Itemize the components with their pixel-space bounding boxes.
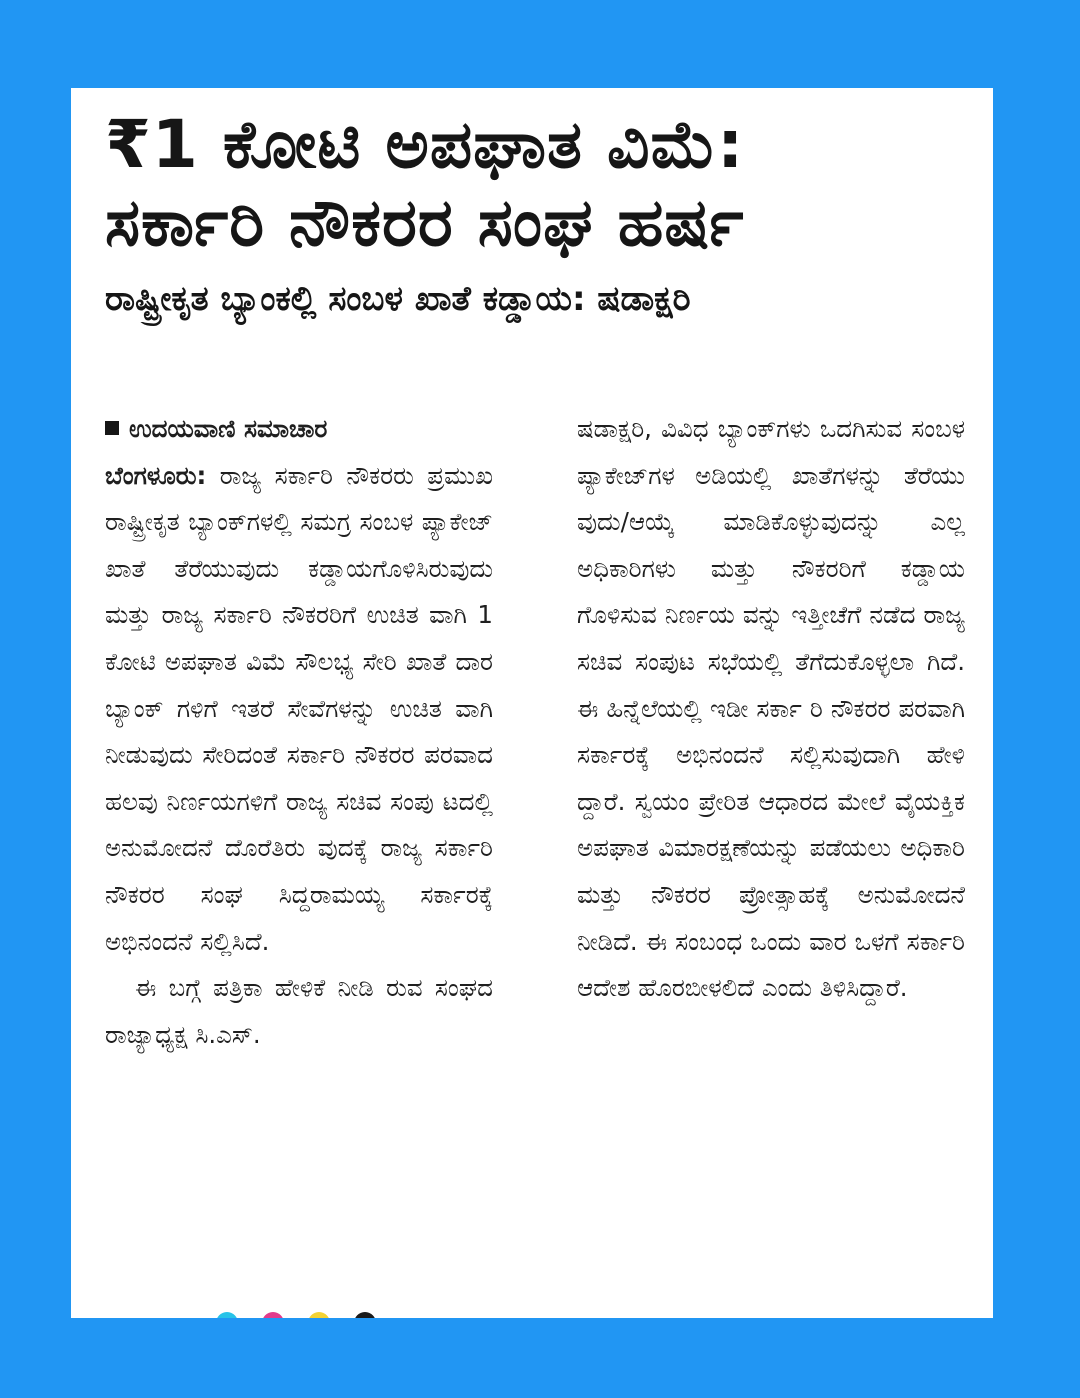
paragraph-3: ಷಡಾಕ್ಷರಿ, ವಿವಿಧ ಬ್ಯಾಂಕ್‌ಗಳು ಒದಗಿಸುವ ಸಂಬಳ ಪ್ಯಾಕೇಜ್‌ಗಳ ಅಡಿಯಲ್ಲಿ ಖಾತೆಗಳನ್ನು ತೆರೆಯು ವುದು/ಆಯ್ಕೆ ಮಾಡಿಕೊಳ್ಳುವುದನ್ನು ಎಲ್ಲ ಅಧಿಕಾರಿಗಳು ಮತ್ತು ನೌಕರರಿಗೆ ಕಡ್ಡಾಯ ಗೊಳಿಸುವ ನಿರ್ಣಯ ವನ್ನು ಇತ್ತೀಚೆಗೆ ನಡೆದ ರಾಜ್ಯ ಸಚಿವ ಸಂಪುಟ ಸಭೆಯಲ್ಲಿ ತೆಗೆದುಕೊಳ್ಳಲಾ ಗಿದೆ. ಈ ಹಿನ್ನೆಲೆಯಲ್ಲಿ ಇಡೀ ಸರ್ಕಾ ರಿ ನೌಕರರ ಪರವಾಗಿ ಸರ್ಕಾರಕ್ಕೆ ಅಭಿನಂದನೆ ಸಲ್ಲಿಸುವುದಾಗಿ ಹೇಳಿ ದ್ದಾರೆ. ಸ್ವಯಂ ಪ್ರೇರಿತ ಆಧಾರದ ಮೇಲೆ ವೈಯಕ್ತಿಕ ಅಪಘಾತ ವಿಮಾರಕ್ಷಣೆಯನ್ನು ಪಡೆಯಲು ಅಧಿಕಾರಿ ಮತ್ತು ನೌಕರರ ಪ್ರೋತ್ಸಾಹಕ್ಕೆ ಅನುಮೋದನೆ ನೀಡಿದೆ. ಈ ಸಂಬಂಧ ಒಂದು ವಾರ ಒಳಗೆ ಸರ್ಕಾರಿ ಆದೇಶ ಹೊರಬೀಳಲಿದೆ ಎಂದು ತಿಳಿಸಿದ್ದಾರೆ.	[577, 414, 965, 1003]
color-mark-cyan	[216, 1312, 238, 1318]
article-body	[105, 406, 965, 1058]
byline-text: ಉದಯವಾಣಿ ಸಮಾಚಾರ	[129, 414, 328, 443]
article-column-left	[105, 406, 493, 1058]
headline-line-2: ಸರ್ಕಾರಿ ನೌಕರರ ಸಂಘ ಹರ್ಷ	[105, 184, 745, 261]
paragraph-2-text: ಈ ಬಗ್ಗೆ ಪತ್ರಿಕಾ ಹೇಳಿಕೆ ನೀಡಿ ರುವ ಸಂಘದ ರಾಜ್ಯಾಧ್ಯಕ್ಷ ಸಿ.ಎಸ್.	[105, 973, 493, 1049]
newspaper-clipping	[71, 88, 993, 1318]
byline	[105, 406, 493, 453]
paragraph-1-text: ರಾಜ್ಯ ಸರ್ಕಾರಿ ನೌಕರರು ಪ್ರಮುಖ ರಾಷ್ಟ್ರೀಕೃತ ಬ್ಯಾಂಕ್‌ಗಳಲ್ಲಿ ಸಮಗ್ರ ಸಂಬಳ ಪ್ಯಾಕೇಜ್ ಖಾತೆ ತೆರೆಯುವುದು ಕಡ್ಡಾಯಗೊಳಿಸಿರುವುದು ಮತ್ತು ರಾಜ್ಯ ಸರ್ಕಾರಿ ನೌಕರರಿಗೆ ಉಚಿತ ವಾಗಿ 1 ಕೋಟಿ ಅಪಘಾತ ವಿಮೆ ಸೌಲಭ್ಯ ಸೇರಿ ಖಾತೆ ದಾರ ಬ್ಯಾಂಕ್ ಗಳಿಗೆ ಇತರೆ ಸೇವೆಗಳನ್ನು ಉಚಿತ ವಾಗಿ ನೀಡುವುದು ಸೇರಿದಂತೆ ಸರ್ಕಾರಿ ನೌಕರರ ಪರವಾದ ಹಲವು ನಿರ್ಣಯಗಳಿಗೆ ರಾಜ್ಯ ಸಚಿವ ಸಂಪು ಟದಲ್ಲಿ ಅನುಮೋದನೆ ದೊರೆತಿರು ವುದಕ್ಕೆ ರಾಜ್ಯ ಸರ್ಕಾರಿ ನೌಕರರ ಸಂಘ ಸಿದ್ದರಾಮಯ್ಯ ಸರ್ಕಾರಕ್ಕೆ ಅಭಿನಂದನೆ ಸಲ್ಲಿಸಿದೆ.	[105, 460, 493, 956]
subheadline: ರಾಷ್ಟ್ರೀಕೃತ ಬ್ಯಾಂಕಲ್ಲಿ ಸಂಬಳ ಖಾತೆ ಕಡ್ಡಾಯ: ಷಡಾಕ್ಷರಿ	[105, 279, 691, 319]
article-column-right	[577, 406, 965, 1058]
color-mark-black	[354, 1312, 376, 1318]
square-bullet-icon	[105, 421, 119, 435]
paragraph-2	[105, 965, 493, 1058]
dateline: ಬೆಂಗಳೂರು:	[105, 460, 207, 490]
printer-color-marks	[216, 1312, 376, 1318]
paragraph-1	[105, 453, 493, 966]
color-mark-magenta	[262, 1312, 284, 1318]
color-mark-yellow	[308, 1312, 330, 1318]
headline-line-1: ₹1 ಕೋಟಿ ಅಪಘಾತ ವಿಮೆ:	[105, 106, 745, 183]
